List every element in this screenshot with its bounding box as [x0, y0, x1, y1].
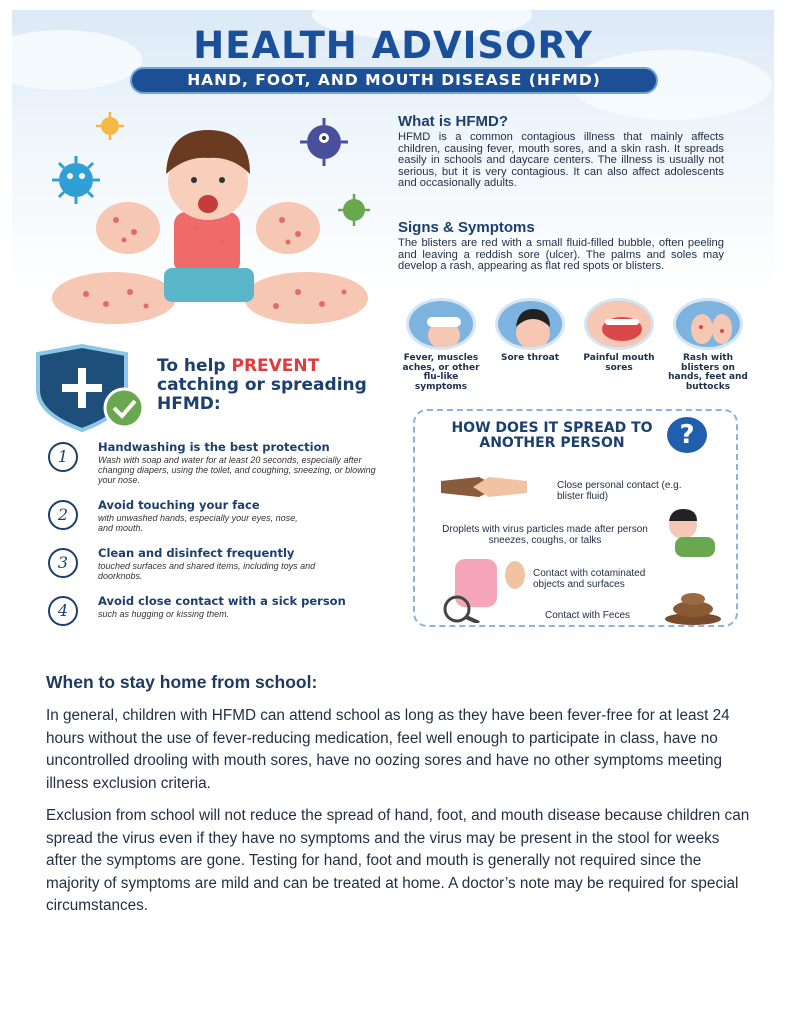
hand-rash-icon — [673, 298, 743, 350]
sore-throat-icon — [495, 298, 565, 350]
advisory-title: HEALTH ADVISORY — [193, 24, 593, 67]
shield-icon — [32, 344, 152, 434]
stay-home-paragraph-2: Exclusion from school will not reduce the spread of hand, foot, and mouth disease because children can spread the virus even if they have no symptoms and the virus may be present in the stool for weeks after the symptoms are gone. Testing for hand, foot and mouth is generally not required since the majority of symptoms are mild and can be treated at home. A doctor’s note may be required for special circumstances. — [46, 807, 750, 914]
symptom-fever: Fever, muscles aches, or other flu-like symptoms — [399, 298, 483, 392]
virus-icon — [338, 194, 370, 226]
feces-icon — [661, 579, 725, 625]
virus-icon — [96, 112, 124, 140]
symptom-mouth-sores: Painful mouth sores — [577, 298, 661, 373]
spread-item-droplets: Droplets with virus particles made after person sneezes, coughs, or talks — [442, 524, 648, 546]
mouth-icon — [584, 298, 654, 350]
fever-icon — [406, 298, 476, 350]
contaminated-objects-icon — [433, 553, 533, 623]
poster — [12, 10, 774, 638]
symptom-rash: Rash with blisters on hands, feet and buttocks — [666, 298, 750, 392]
tip-handwashing: 1 Handwashing is the best protection Wash with soap and water for at least 20 seconds, especially after changing diapers, using the toilet, and coughing, sneezing, or blowing your nose. — [48, 440, 388, 488]
stay-home-heading: When to stay home from school: — [46, 672, 318, 692]
prevent-title: To help PREVENT catching or spreading HFMD: — [157, 357, 377, 414]
symptom-sore-throat: Sore throat — [488, 298, 572, 364]
spread-item-objects: Contact with cotaminated objects and surfaces — [533, 568, 646, 590]
spread-item-contact: Close personal contact (e.g. blister fluid) — [557, 480, 682, 502]
signs-heading: Signs & Symptoms — [398, 219, 535, 236]
question-icon: ? — [667, 417, 707, 453]
spread-item-feces: Contact with Feces — [545, 610, 631, 621]
sneezing-person-icon — [653, 503, 723, 559]
stay-home-paragraph-1: In general, children with HFMD can attend school as long as they have been fever-free for at least 24 hours without the use of fever-reducing medication, feel well enough to participate in class, have no uncontrolled drooling with mouth sores, have no oozing sores and have no other symptoms meeting illness exclusion criteria. — [46, 707, 730, 792]
virus-icon — [52, 156, 100, 204]
virus-icon — [300, 118, 348, 166]
what-text: HFMD is a common contagious illness that mainly affects children, causing fever, mouth sores, and a skin rash. It spreads easily in schools and daycare centers. The illness is usually not serious, but it is very contagious. It can also affect adolescents and occasionally adults. — [398, 131, 724, 190]
what-heading: What is HFMD? — [398, 113, 508, 130]
prevent-title-rest: catching or spreading HFMD: — [157, 375, 367, 414]
spread-box — [413, 409, 738, 627]
tip-contact: 4 Avoid close contact with a sick person such as hugging or kissing them. — [48, 594, 388, 630]
advisory-subtitle: HAND, FOOT, AND MOUTH DISEASE (HFMD) — [130, 67, 658, 94]
child-illustration — [26, 108, 386, 328]
signs-text: The blisters are red with a small fluid-filled bubble, often peeling and leaving a reddish sore (ulcer). The palms and soles may develop a rash, appearing as flat red spots or blisters. — [398, 237, 724, 273]
handshake-icon — [439, 463, 529, 503]
tip-face: 2 Avoid touching your face with unwashed hands, especially your eyes, nose, and mouth. — [48, 498, 388, 538]
spread-title: HOW DOES IT SPREAD TO ANOTHER PERSON — [451, 420, 653, 451]
tip-clean: 3 Clean and disinfect frequently touched surfaces and shared items, including toys and doorknobs. — [48, 546, 388, 586]
